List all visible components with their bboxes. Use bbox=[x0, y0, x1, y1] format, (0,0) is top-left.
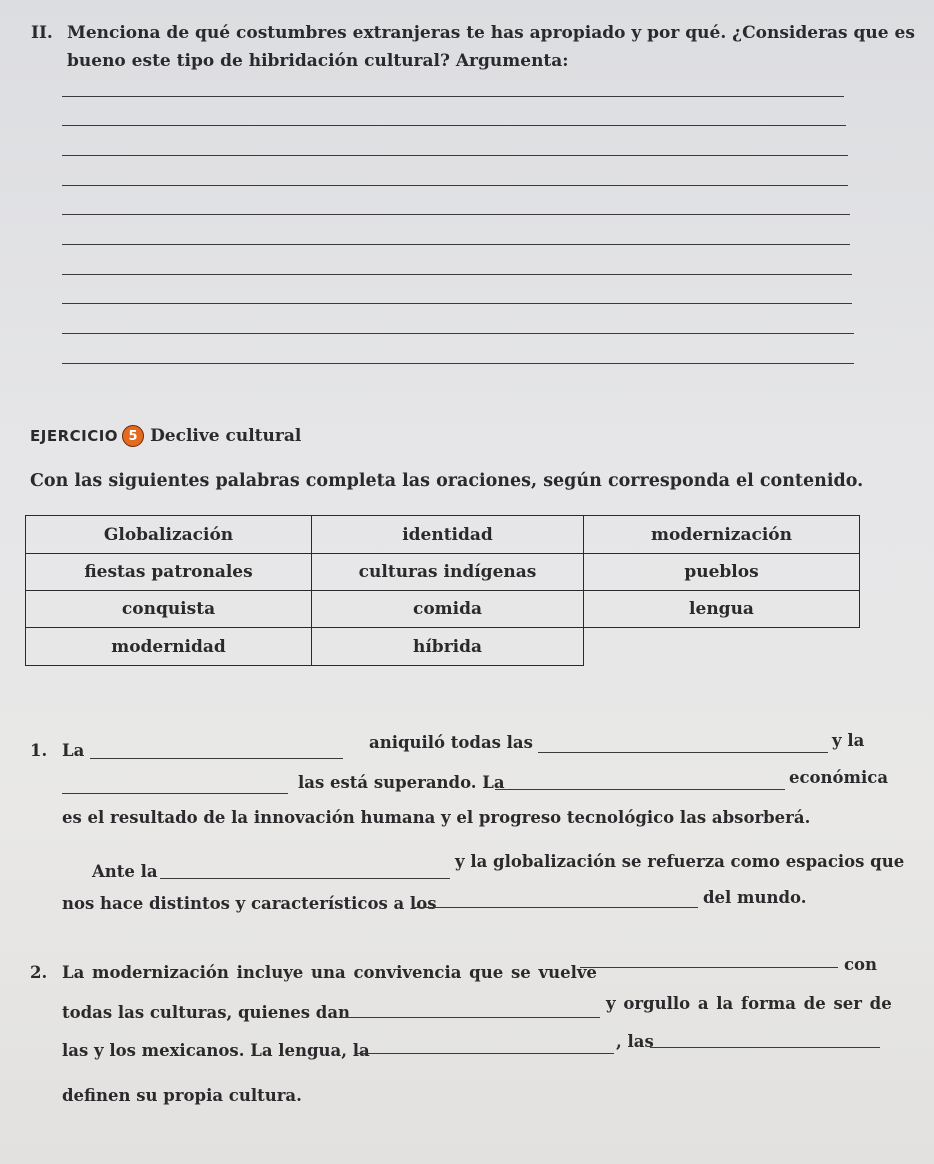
sentence-1-text-f: es el resultado de la innovación humana y el progreso tecnológico las absorberá. bbox=[62, 808, 811, 827]
answer-line-9[interactable] bbox=[62, 333, 854, 334]
word-cell: pueblos bbox=[584, 554, 860, 591]
sentence-2-text-b: con bbox=[844, 955, 878, 974]
sentence-2-text-e: las y los mexicanos. La lengua, la bbox=[62, 1041, 370, 1060]
sentence-1-text-e: económica bbox=[789, 768, 889, 787]
blank-1[interactable] bbox=[90, 758, 343, 759]
answer-line-10[interactable] bbox=[62, 363, 854, 364]
sentence-2-text-g: definen su propia cultura. bbox=[62, 1086, 302, 1105]
blank-9[interactable] bbox=[356, 1053, 614, 1054]
word-cell-empty bbox=[584, 628, 860, 666]
answer-line-8[interactable] bbox=[62, 303, 852, 304]
sentence-2-number: 2. bbox=[30, 963, 48, 982]
exercise-label: EJERCICIO bbox=[30, 427, 119, 445]
word-cell: fiestas patronales bbox=[26, 554, 312, 591]
exercise-instruction: Con las siguientes palabras completa las oraciones, según corresponda el contenido. bbox=[30, 471, 864, 491]
word-cell: modernidad bbox=[26, 628, 312, 666]
exercise-title: Declive cultural bbox=[150, 426, 302, 446]
answer-line-4[interactable] bbox=[62, 185, 848, 186]
exercise-header bbox=[30, 425, 301, 447]
blank-2[interactable] bbox=[538, 752, 828, 753]
answer-line-7[interactable] bbox=[62, 274, 852, 275]
sentence-1-number: 1. bbox=[30, 741, 48, 760]
blank-6[interactable] bbox=[412, 907, 698, 908]
sentence-2-text-a: La modernización incluye una convivencia que se vuelve bbox=[62, 963, 597, 982]
word-cell: culturas indígenas bbox=[312, 554, 584, 591]
exercise-number-badge: 5 bbox=[122, 425, 144, 447]
sentence-1-text-g: Ante la bbox=[92, 862, 158, 881]
word-bank-table bbox=[25, 515, 860, 666]
sentence-2-text-f: , las bbox=[616, 1032, 654, 1051]
sentence-1-text-i: nos hace distintos y característicos a los bbox=[62, 894, 437, 913]
answer-line-3[interactable] bbox=[62, 155, 848, 156]
answer-line-2[interactable] bbox=[62, 125, 846, 126]
answer-line-6[interactable] bbox=[62, 244, 850, 245]
sentence-1-text-a: La bbox=[62, 741, 85, 760]
sentence-1-text-b: aniquiló todas las bbox=[369, 733, 533, 752]
word-cell: conquista bbox=[26, 591, 312, 628]
word-cell: identidad bbox=[312, 516, 584, 554]
sentence-1-text-j: del mundo. bbox=[703, 888, 807, 907]
word-cell: comida bbox=[312, 591, 584, 628]
blank-4[interactable] bbox=[495, 789, 785, 790]
sentence-1-text-d: las está superando. La bbox=[298, 773, 505, 792]
blank-7[interactable] bbox=[580, 967, 838, 968]
sentence-2-text-d: y orgullo a la forma de ser de bbox=[606, 994, 892, 1013]
answer-line-1[interactable] bbox=[62, 96, 844, 97]
blank-8[interactable] bbox=[342, 1017, 600, 1018]
word-cell: híbrida bbox=[312, 628, 584, 666]
word-cell: Globalización bbox=[26, 516, 312, 554]
question-number: II. bbox=[31, 23, 53, 43]
question-text-line1: Menciona de qué costumbres extranjeras te has apropiado y por qué. ¿Consideras que es bbox=[67, 23, 915, 43]
word-cell: lengua bbox=[584, 591, 860, 628]
question-text-line2: bueno este tipo de hibridación cultural? Argumenta: bbox=[67, 51, 569, 71]
sentence-2-text-c: todas las culturas, quienes dan bbox=[62, 1003, 351, 1022]
blank-10[interactable] bbox=[650, 1047, 880, 1048]
blank-3[interactable] bbox=[62, 793, 288, 794]
blank-5[interactable] bbox=[160, 878, 450, 879]
sentence-1-text-c: y la bbox=[832, 731, 865, 750]
word-cell: modernización bbox=[584, 516, 860, 554]
answer-line-5[interactable] bbox=[62, 214, 850, 215]
sentence-1-text-h: y la globalización se refuerza como espacios que bbox=[455, 852, 905, 871]
